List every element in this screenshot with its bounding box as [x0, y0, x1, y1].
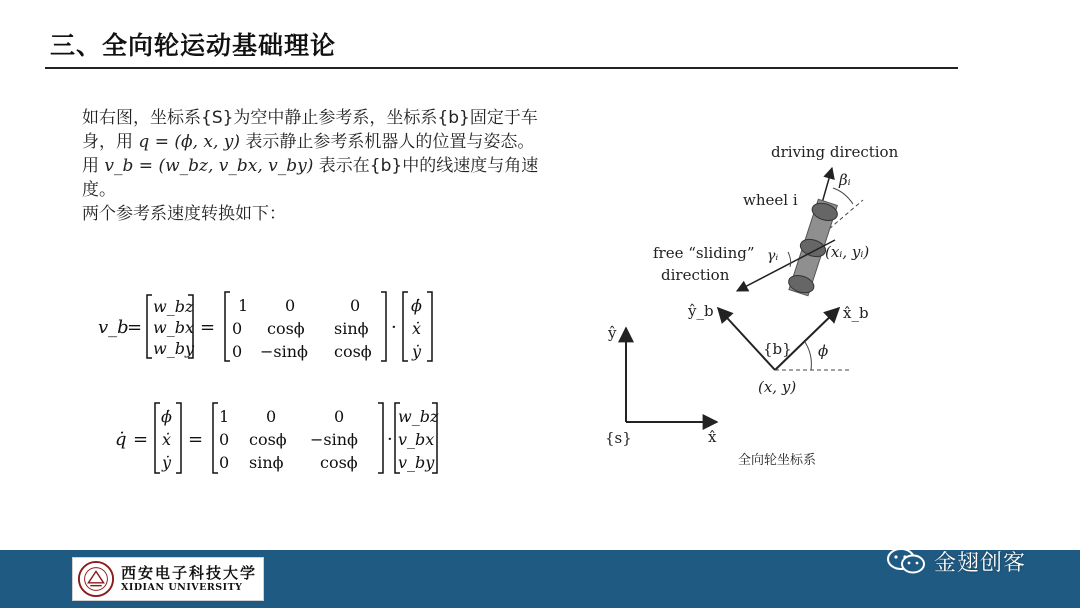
watermark-text: 金翅创客 — [934, 550, 1027, 576]
gamma-label: γᵢ — [767, 248, 779, 264]
y-label: ŷ — [608, 324, 617, 342]
logo-english-name: XIDIAN UNIVERSITY — [121, 582, 243, 593]
eq1-vr-0: ϕ̇ — [411, 296, 422, 315]
eq2-vl-1: ẋ — [162, 430, 172, 449]
p2-text-a: 用 — [82, 156, 105, 176]
free-sliding-label: free “sliding” — [653, 244, 755, 262]
p1-text-a: 如右图，坐标系{S}为空中静止参考系，坐标系{b}固定于车身，用 — [82, 108, 538, 152]
eq1-lhs: v_b — [98, 317, 129, 338]
eq1-vec-right-bracket-r — [427, 292, 432, 361]
paragraph-2 — [82, 154, 542, 202]
eq1-vl-0: w_bz — [153, 297, 194, 316]
eq2-m-1-2: −sinϕ — [310, 430, 358, 449]
equations — [80, 280, 460, 480]
direction-label: direction — [661, 266, 730, 284]
eq2-m-0-2: 0 — [334, 407, 345, 426]
eq1-vl-2: w_by — [153, 339, 194, 358]
eq1-equals: = — [127, 317, 143, 338]
beta-label: βᵢ — [839, 171, 851, 189]
p1-text-b: 表示静止参考系机器人的位置与姿态。 — [240, 132, 535, 152]
body-text — [82, 106, 542, 226]
eq1-dot: · — [391, 317, 397, 338]
wheel-label: wheel i — [743, 191, 798, 209]
eq1-vr-1: ẋ — [412, 319, 422, 338]
eq2-m-2-1: sinϕ — [249, 453, 284, 472]
eq1-vec-right-bracket-l — [403, 292, 408, 361]
wechat-icon — [886, 547, 926, 575]
eq2-dot: · — [387, 429, 393, 450]
driving-direction-label: driving direction — [771, 143, 899, 161]
paragraph-1 — [82, 106, 542, 154]
eq1-m-2-0: 0 — [232, 342, 243, 361]
slide-title: 三、全向轮运动基础理论 — [50, 31, 337, 60]
p1-math: q = (ϕ, x, y) — [138, 132, 240, 152]
xb-axis-arrow — [775, 308, 839, 370]
beta-arc — [833, 188, 853, 204]
university-seal-icon — [77, 560, 115, 598]
wheel-position-label: (xᵢ, yᵢ) — [825, 243, 870, 261]
eq2-vl-0: ϕ̇ — [161, 407, 172, 426]
x-label: x̂ — [708, 428, 717, 446]
eq1-equals-2: = — [200, 317, 216, 338]
eq1-m-2-2: cosϕ — [334, 342, 372, 361]
university-logo — [72, 557, 264, 601]
watermark — [886, 541, 1026, 581]
eq1-m-0-0: 1 — [238, 296, 249, 315]
eq2-vec-left-bracket-r — [176, 403, 181, 473]
eq2-m-1-0: 0 — [219, 430, 230, 449]
title-divider — [45, 67, 958, 69]
s-frame-label: {s} — [605, 429, 632, 447]
yb-axis-arrow — [718, 308, 775, 370]
eq2-m-1-1: cosϕ — [249, 430, 287, 449]
eq2-matrix-bracket-r — [378, 403, 383, 473]
eq1-m-1-1: cosϕ — [267, 319, 305, 338]
eq1-matrix-bracket-r — [381, 292, 386, 361]
p2-text-b: 表示在{b}中的线速度与角速度。 — [82, 156, 539, 200]
figure-caption: 全向轮坐标系 — [738, 453, 817, 468]
eq1-vec-left-bracket-l — [147, 295, 152, 358]
eq2-vl-2: ẏ — [162, 453, 172, 472]
eq2-equals-2: = — [188, 429, 204, 450]
eq2-vr-1: v_bx — [398, 430, 435, 449]
eq2-equals: = — [133, 429, 149, 450]
phi-arc — [805, 342, 811, 370]
paragraph-3: 两个参考系速度转换如下： — [82, 204, 286, 224]
eq2-vr-0: w_bz — [398, 407, 439, 426]
logo-chinese-name: 西安电子科技大学 — [121, 564, 258, 582]
p2-math: v_b = (w_bz, v_bx, v_by) — [104, 156, 314, 176]
eq2-m-2-0: 0 — [219, 453, 230, 472]
eq1-m-2-1: −sinϕ — [260, 342, 308, 361]
origin-label: (x, y) — [758, 378, 797, 396]
eq2-m-0-1: 0 — [266, 407, 277, 426]
eq1-m-0-1: 0 — [285, 296, 296, 315]
eq2-vec-left-bracket-l — [155, 403, 160, 473]
xb-label: x̂_b — [843, 304, 869, 322]
eq2-matrix-bracket-l — [213, 403, 218, 473]
eq1-vl-1: w_bx — [153, 318, 194, 337]
eq2-m-2-2: cosϕ — [320, 453, 358, 472]
omniwheel-diagram — [595, 130, 915, 475]
phi-label: ϕ — [818, 342, 829, 360]
eq1-m-0-2: 0 — [350, 296, 361, 315]
eq2-vr-2: v_by — [398, 453, 435, 472]
eq1-matrix-bracket-l — [225, 292, 230, 361]
eq2-m-0-0: 1 — [219, 407, 230, 426]
eq2-lhs: q̇ — [115, 429, 127, 450]
equation-2 — [115, 403, 439, 473]
eq1-vr-2: ẏ — [412, 342, 422, 361]
b-frame-label: {b} — [763, 340, 792, 358]
eq1-m-1-0: 0 — [232, 319, 243, 338]
equation-1 — [98, 292, 432, 361]
logo-text — [121, 564, 257, 594]
yb-label: ŷ_b — [688, 302, 714, 320]
eq1-m-1-2: sinϕ — [334, 319, 369, 338]
